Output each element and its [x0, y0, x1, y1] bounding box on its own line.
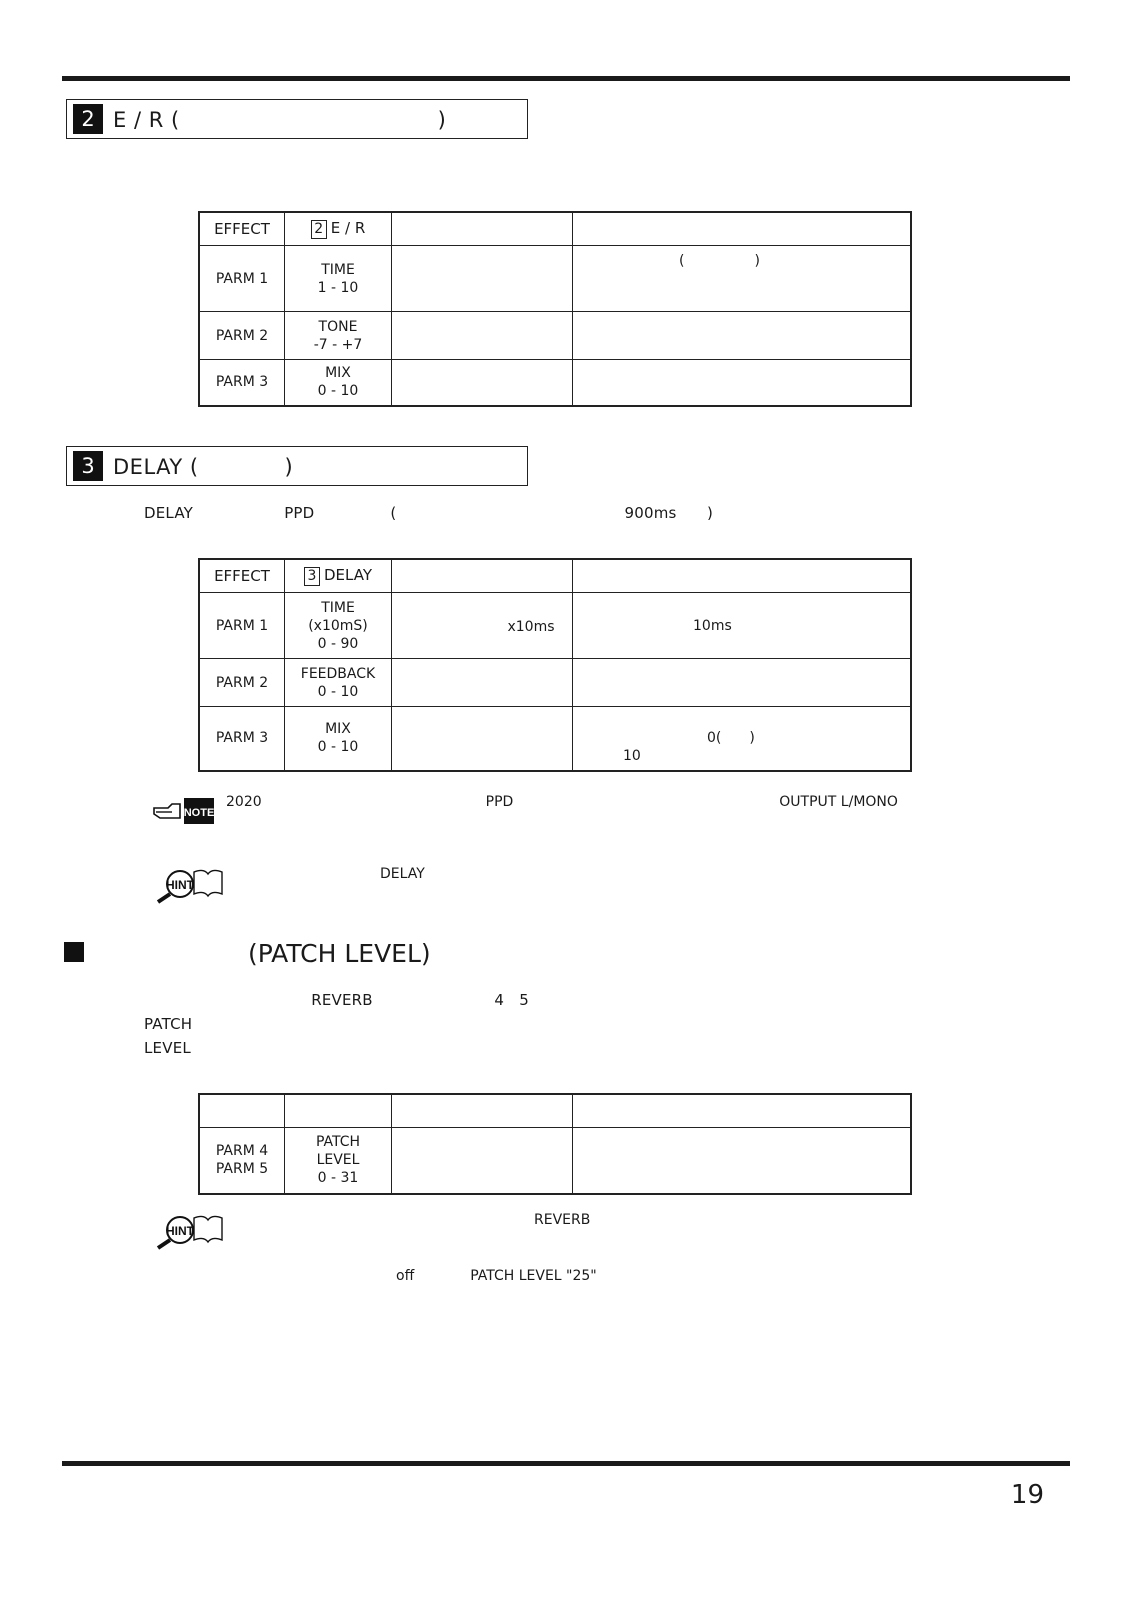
hint-block [150, 864, 970, 904]
effect-name: DELAY [324, 566, 372, 584]
table-row [199, 312, 911, 360]
section2-number: 2 [73, 104, 103, 134]
table-row [199, 707, 911, 771]
square-bullet-icon [64, 942, 84, 962]
table-header-description [573, 559, 912, 593]
section3-heading [66, 446, 528, 486]
table-header-effect-name [285, 559, 392, 593]
parm-label: PARM 3 [199, 360, 285, 406]
parm-description [573, 360, 912, 406]
note-text: 2020 PPD OUTPUT L/MONO [226, 794, 898, 810]
parm-description [573, 659, 912, 707]
parm-value [392, 707, 573, 771]
section3-number: 3 [73, 451, 103, 481]
section3-description: DELAY PPD ( 900ms ) [144, 504, 941, 522]
parm-setting: MIX 0 - 10 [285, 360, 392, 406]
parm-label: PARM 2 [199, 312, 285, 360]
effect-number-box: 2 [311, 220, 327, 239]
table-header-effect-name [285, 1094, 392, 1128]
parm-setting: PATCH LEVEL 0 - 31 [285, 1128, 392, 1194]
parm-value [392, 1128, 573, 1194]
parm-setting: MIX 0 - 10 [285, 707, 392, 771]
parm-setting: TIME (x10mS) 0 - 90 [285, 593, 392, 659]
table-header-row [199, 559, 911, 593]
parm-value [392, 312, 573, 360]
table-row [199, 593, 911, 659]
table-header-effect [199, 1094, 285, 1128]
parm-value: x10ms [392, 593, 573, 659]
table-row [199, 246, 911, 312]
parm-value [392, 246, 573, 312]
parm-setting: TONE -7 - +7 [285, 312, 392, 360]
parm-description [573, 1128, 912, 1194]
table-header-row [199, 212, 911, 246]
table-row [199, 1128, 911, 1194]
section3-title: DELAY ( ) [113, 455, 294, 479]
hint-text: DELAY [379, 866, 425, 882]
parm-description: ( ) [573, 246, 912, 312]
note-block [150, 792, 970, 832]
svg-text:NOTE: NOTE [183, 807, 215, 819]
table-header-effect: EFFECT [199, 212, 285, 246]
parm-description: 10ms [573, 593, 912, 659]
table-header-row [199, 1094, 911, 1128]
table-row [199, 360, 911, 406]
section3-param-table [198, 558, 912, 772]
effect-name: E / R [330, 219, 366, 237]
table-header-value [392, 1094, 573, 1128]
bottom-rule [62, 1461, 1070, 1466]
hint-block [150, 1210, 970, 1250]
patch-level-heading [64, 934, 431, 970]
hint-icon [150, 1210, 226, 1250]
page-footer [725, 1480, 1044, 1510]
patch-level-description: REVERB 4 5 PATCH LEVEL [144, 991, 530, 1057]
table-header-value [392, 559, 573, 593]
table-header-effect-name [285, 212, 392, 246]
section2-param-table [198, 211, 912, 407]
parm-label: PARM 4 PARM 5 [199, 1128, 285, 1194]
parm-description: 0( ) 10 [573, 707, 912, 771]
hint-icon [150, 864, 226, 904]
section2-title: E / R ( ) [113, 108, 447, 132]
effect-number-box: 3 [304, 567, 320, 586]
patch-level-table [198, 1093, 912, 1195]
parm-setting: TIME 1 - 10 [285, 246, 392, 312]
parm-label: PARM 2 [199, 659, 285, 707]
top-rule [62, 76, 1070, 81]
table-header-value [392, 212, 573, 246]
svg-text:HINT: HINT [166, 1224, 194, 1238]
footer-title [725, 1483, 997, 1508]
parm-setting: FEEDBACK 0 - 10 [285, 659, 392, 707]
page-number: 19 [1010, 1480, 1044, 1510]
section2-description [144, 154, 964, 178]
parm-value [392, 659, 573, 707]
parm-label: PARM 3 [199, 707, 285, 771]
table-header-effect: EFFECT [199, 559, 285, 593]
note-icon [150, 792, 226, 832]
table-row [199, 659, 911, 707]
parm-description [573, 312, 912, 360]
hint-text: REVERB [533, 1212, 591, 1228]
svg-text:HINT: HINT [166, 878, 194, 892]
hint-extra-text: off PATCH LEVEL "25" [228, 1268, 863, 1284]
parm-value [392, 360, 573, 406]
parm-label: PARM 1 [199, 246, 285, 312]
parm-label: PARM 1 [199, 593, 285, 659]
table-header-description [573, 1094, 912, 1128]
patch-level-title: (PATCH LEVEL) [90, 939, 431, 968]
section2-heading [66, 99, 528, 139]
